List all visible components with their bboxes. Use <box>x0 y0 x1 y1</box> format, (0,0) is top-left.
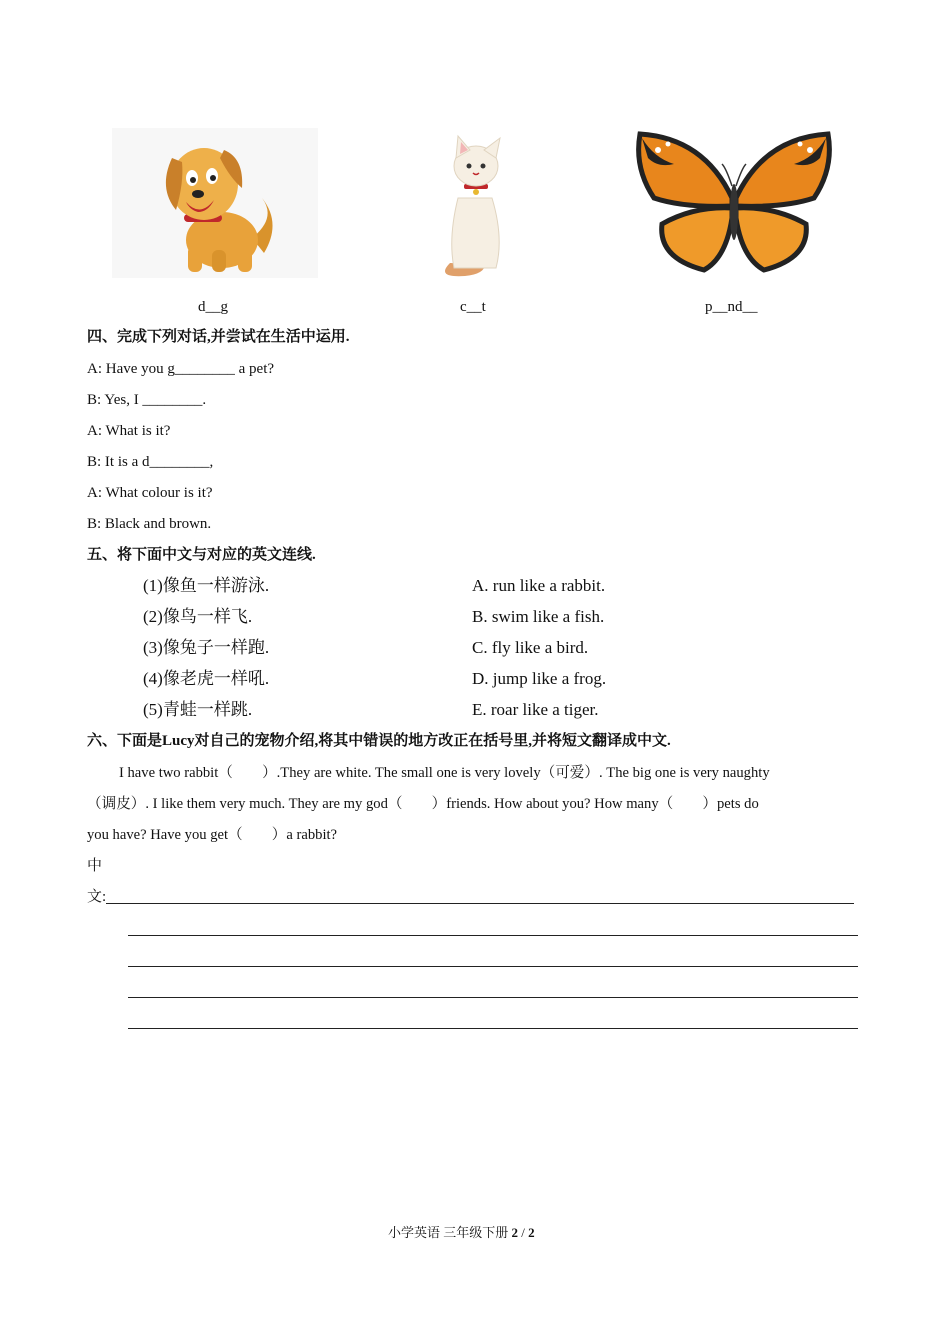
butterfly-label: p__nd__ <box>705 299 758 315</box>
section5-heading: 五、将下面中文与对应的英文连线. <box>87 547 316 563</box>
dialogue-line: B: Yes, I ________. <box>87 392 207 408</box>
dog-picture <box>112 128 318 278</box>
match-right-item: C. fly like a bird. <box>472 638 589 657</box>
section4-heading: 四、完成下列对话,并尝试在生活中运用. <box>87 329 350 345</box>
match-right-item: D. jump like a frog. <box>472 669 607 688</box>
page-footer <box>388 1224 535 1242</box>
dialogue-line: A: What colour is it? <box>87 485 213 501</box>
match-left-item: (3)像兔子一样跑. <box>143 638 270 657</box>
butterfly-icon <box>634 128 834 278</box>
match-right-item: A. run like a rabbit. <box>472 576 606 595</box>
cat-label: c__t <box>460 299 486 315</box>
answer-line[interactable] <box>128 966 858 967</box>
cat-picture <box>430 128 520 278</box>
dialogue-line: B: Black and brown. <box>87 516 212 532</box>
match-left-item: (4)像老虎一样吼. <box>143 669 270 688</box>
butterfly-picture <box>634 128 834 278</box>
dialogue-line: B: It is a d________, <box>87 454 214 470</box>
answer-line[interactable] <box>106 903 854 904</box>
footer-page: 2 <box>511 1225 519 1240</box>
match-left-item: (5)青蛙一样跳. <box>143 700 253 719</box>
paragraph-line: （调皮）. I like them very much. They are my god（ ）friends. How about you? How many（ ）pets do <box>87 796 759 812</box>
answer-char: 中 <box>87 858 103 874</box>
answer-line[interactable] <box>128 1028 858 1029</box>
section6-heading: 六、下面是Lucy对自己的宠物介绍,将其中错误的地方改正在括号里,并将短文翻译成中文. <box>87 733 671 749</box>
paragraph-line: you have? Have you get（ ）a rabbit? <box>87 827 338 843</box>
match-left-item: (2)像鸟一样飞. <box>143 607 253 626</box>
footer-total: 2 <box>528 1225 535 1240</box>
match-right-item: B. swim like a fish. <box>472 607 605 626</box>
match-left-item: (1)像鱼一样游泳. <box>143 576 270 595</box>
footer-text: 小学英语 三年级下册 <box>388 1225 512 1240</box>
cat-icon <box>430 128 520 278</box>
footer-sep: / <box>518 1225 529 1240</box>
dog-label: d__g <box>198 299 228 315</box>
dog-icon <box>112 128 318 278</box>
answer-line[interactable] <box>128 997 858 998</box>
answer-label: 文: <box>87 889 107 905</box>
dialogue-line: A: Have you g________ a pet? <box>87 361 275 377</box>
dialogue-line: A: What is it? <box>87 423 171 439</box>
match-right-item: E. roar like a tiger. <box>472 700 599 719</box>
answer-line[interactable] <box>128 935 858 936</box>
paragraph-line: I have two rabbit（ ）.They are white. The small one is very lovely（可爱）. The big one is very naughty <box>119 765 770 781</box>
